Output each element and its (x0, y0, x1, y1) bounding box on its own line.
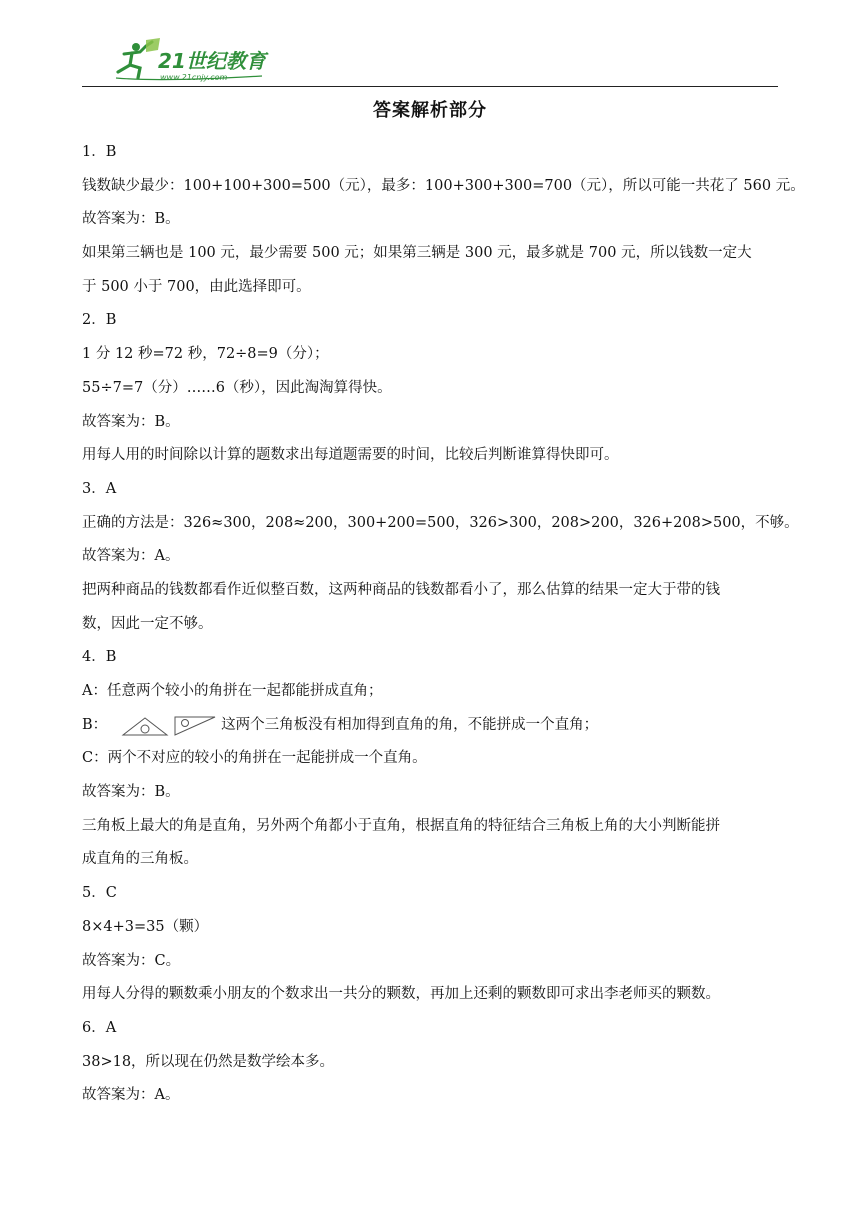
answer-text: C：两个不对应的较小的角拼在一起能拼成一个直角。 (82, 750, 427, 767)
answer-text: 三角板上最大的角是直角，另外两个角都小于直角，根据直角的特征结合三角板上角的大小判断能拼 (82, 817, 720, 834)
answer-text: A：任意两个较小的角拼在一起都能拼成直角； (82, 683, 383, 699)
answer-text: 55÷7=7（分）……6（秒），因此淘淘算得快。 (82, 379, 392, 396)
answer-text: 成直角的三角板。 (82, 851, 198, 868)
answer-text: 38>18，所以现在仍然是数学绘本多。 (82, 1053, 335, 1070)
answer-text: 故答案为：B。 (82, 211, 180, 228)
answer-text: 故答案为：B。 (82, 413, 180, 430)
answer-text: 8×4+3=35（颗） (82, 918, 209, 935)
answer-text: 数，因此一定不够。 (82, 615, 213, 632)
question-number: 2．B (82, 312, 117, 329)
answer-text: 这两个三角板没有相加得到直角的角，不能拼成一个直角； (221, 716, 599, 733)
answer-text: 故答案为：B。 (82, 784, 180, 801)
question-number: 1．B (82, 144, 117, 160)
answer-text: 故答案为：A。 (82, 1087, 180, 1104)
runner-icon (118, 38, 160, 78)
answer-text: 用每人分得的颗数乘小朋友的个数求出一共分的颗数，再加上还剩的颗数即可求出李老师买的颗数。 (82, 986, 720, 1003)
option-label: B： (82, 716, 108, 733)
question-number: 3．A (82, 480, 117, 497)
answer-text: 用每人用的时间除以计算的题数求出每道题需要的时间，比较后判断谁算得快即可。 (82, 447, 619, 464)
logo-text: 21世纪教育 (158, 49, 266, 73)
site-logo (102, 38, 272, 84)
answer-text: 故答案为：A。 (82, 548, 180, 565)
answer-content (82, 136, 805, 1113)
question-number: 6．A (82, 1019, 117, 1036)
question-number: 4．B (82, 649, 117, 666)
triangle-ruler-icon (173, 715, 217, 737)
answer-text: 1 分 12 秒=72 秒，72÷8=9（分）； (82, 346, 329, 363)
answer-text: 故答案为：C。 (82, 952, 181, 969)
page-title: 答案解析部分 (373, 100, 487, 121)
triangle-ruler-icon (121, 715, 169, 737)
answer-text: 把两种商品的钱数都看作近似整百数，这两种商品的钱数都看小了，那么估算的结果一定大于带的钱 (82, 581, 720, 598)
answer-text: 正确的方法是：326≈300，208≈200，300+200=500，326>300，208>200，326+208>500，不够。 (82, 514, 799, 531)
answer-text: 于 500 小于 700，由此选择即可。 (82, 278, 311, 295)
answer-text: 钱数缺少最少：100+100+300=500（元），最多：100+300+300=700（元），所以可能一共花了 560 元。 (82, 177, 805, 194)
question-number: 5．C (82, 885, 117, 902)
answer-text: 如果第三辆也是 100 元，最少需要 500 元；如果第三辆是 300 元，最多就是 700 元，所以钱数一定大 (82, 245, 752, 262)
logo-url-text: www.21cnjy.com (160, 73, 228, 82)
page-header (82, 38, 778, 87)
triangle-explanation-row (82, 709, 782, 743)
